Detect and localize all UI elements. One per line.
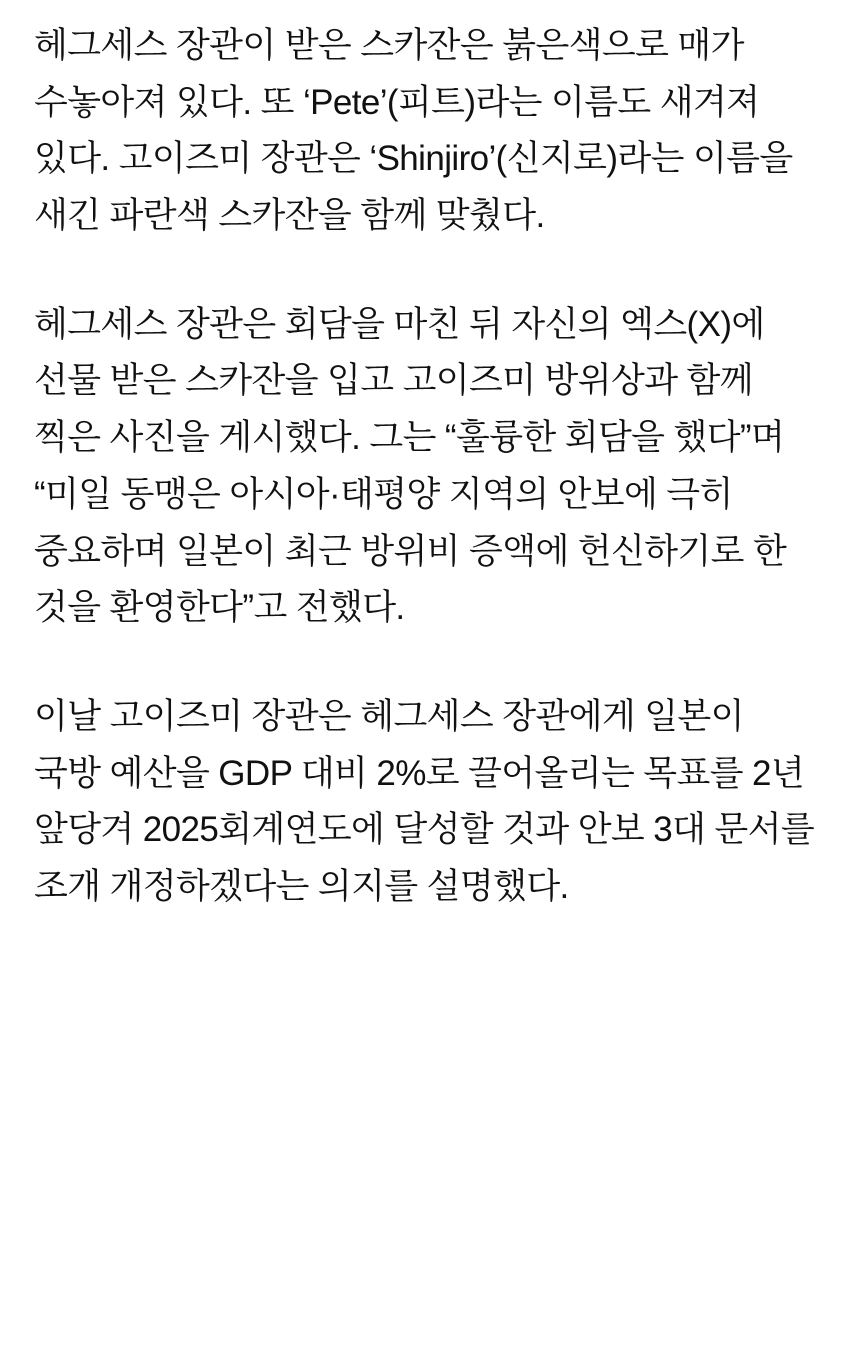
article-paragraph-1: 헤그세스 장관이 받은 스카잔은 붉은색으로 매가 수놓아져 있다. 또 ‘Pete’(피트)라는 이름도 새겨져 있다. 고이즈미 장관은 ‘Shinjiro’(신지로)라는 이름을 새긴 파란색 스카잔을 함께 맞췄다. xyxy=(34,26,793,236)
article-paragraph-2: 헤그세스 장관은 회담을 마친 뒤 자신의 엑스(X)에 선물 받은 스카잔을 입고 고이즈미 방위상과 함께 찍은 사진을 게시했다. 그는 “훌륭한 회담을 했다”며 “미일 동맹은 아시아·태평양 지역의 안보에 극히 중요하며 일본이 최근 방위비 증액에 헌신하기로 한 것을 환영한다”고 전했다. xyxy=(34,304,787,628)
article-paragraph-3: 이날 고이즈미 장관은 헤그세스 장관에게 일본이 국방 예산을 GDP 대비 2%로 끌어올리는 목표를 2년 앞당겨 2025회계연도에 달성할 것과 안보 3대 문서를 조개 개정하겠다는 의지를 설명했다. xyxy=(34,696,815,906)
